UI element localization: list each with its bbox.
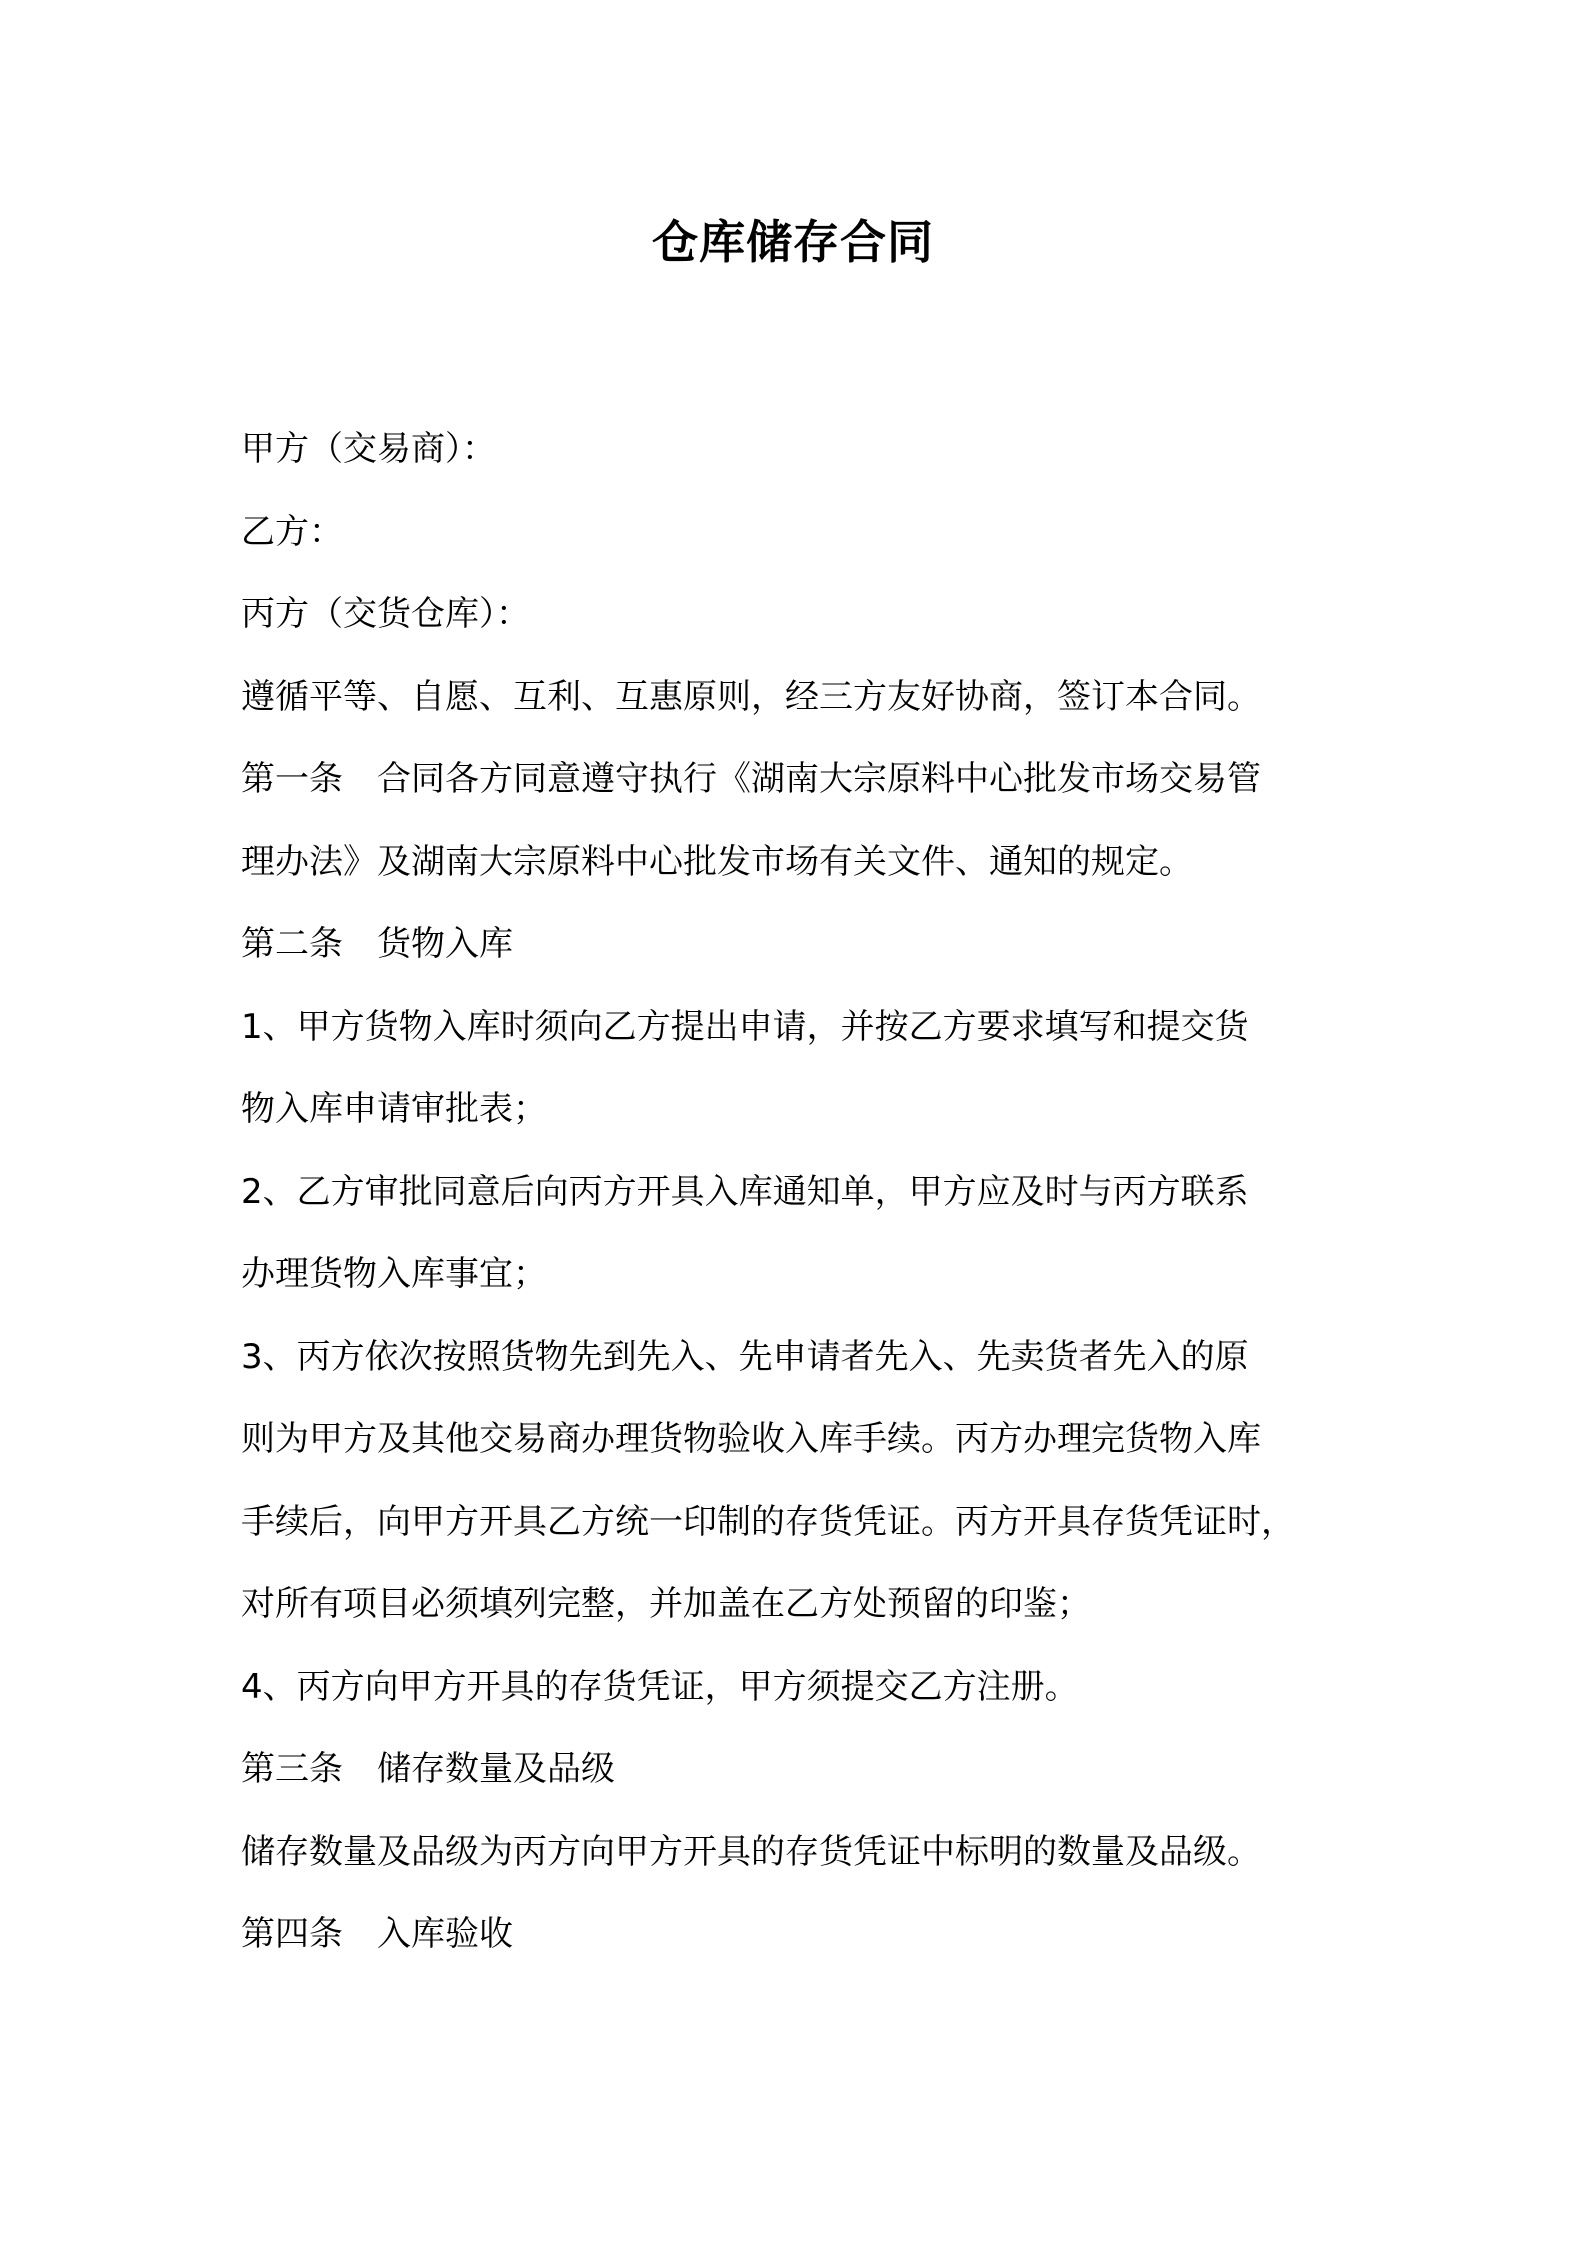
article-2-item-3-line-3: 手续后，向甲方开具乙方统一印制的存货凭证。丙方开具存货凭证时， [241, 1501, 1295, 1542]
article-4-heading: 第四条 入库验收 [241, 1914, 513, 1954]
article-3-body: 储存数量及品级为丙方向甲方开具的存货凭证中标明的数量及品级。 [241, 1831, 1261, 1872]
article-2-item-2-line-2: 办理货物入库事宜； [241, 1254, 547, 1294]
preamble-line: 遵循平等、自愿、互利、互惠原则，经三方友好协商，签订本合同。 [241, 676, 1261, 717]
article-3-heading: 第三条 储存数量及品级 [241, 1749, 615, 1789]
party-c-line: 丙方（交货仓库）： [241, 594, 530, 634]
article-2-item-2-line-1: 2、乙方审批同意后向丙方开具入库通知单，甲方应及时与丙方联系 [241, 1171, 1249, 1212]
article-1-line-2: 理办法》及湖南大宗原料中心批发市场有关文件、通知的规定。 [241, 841, 1193, 882]
article-2-item-3-line-4: 对所有项目必须填列完整，并加盖在乙方处预留的印鉴； [241, 1584, 1091, 1624]
party-a-line: 甲方（交易商）： [241, 429, 496, 469]
party-b-line: 乙方： [241, 511, 343, 552]
article-1-line-1: 第一条 合同各方同意遵守执行《湖南大宗原料中心批发市场交易管 [241, 759, 1261, 799]
article-2-item-3-line-2: 则为甲方及其他交易商办理货物验收入库手续。丙方办理完货物入库 [241, 1419, 1261, 1459]
article-2-item-4-line-1: 4、丙方向甲方开具的存货凭证，甲方须提交乙方注册。 [241, 1666, 1079, 1707]
article-2-item-3-line-1: 3、丙方依次按照货物先到先入、先申请者先入、先卖货者先入的原 [241, 1336, 1249, 1377]
document-title: 仓库储存合同 [652, 215, 934, 269]
document-body [241, 408, 1356, 1976]
article-2-item-1-line-2: 物入库申请审批表； [241, 1089, 547, 1129]
article-2-heading: 第二条 货物入库 [241, 924, 513, 964]
article-2-item-1-line-1: 1、甲方货物入库时须向乙方提出申请，并按乙方要求填写和提交货 [241, 1006, 1249, 1047]
